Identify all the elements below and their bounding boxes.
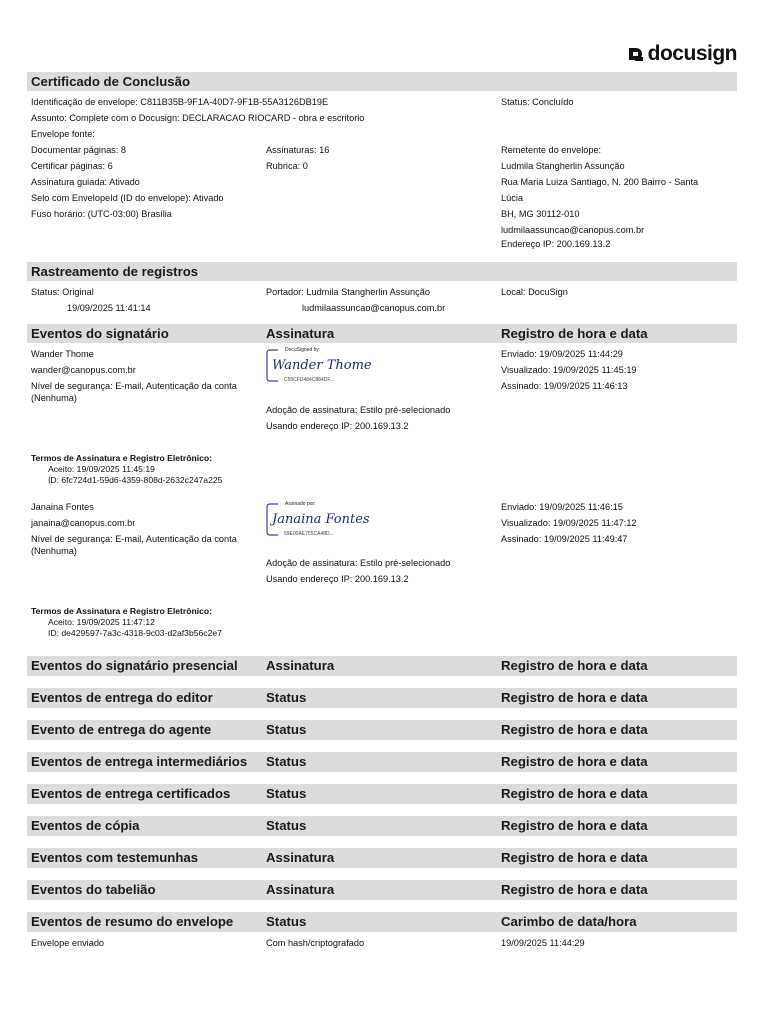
signature-label: DocuSigned by:: [285, 347, 321, 353]
tracking-header: [27, 262, 737, 281]
signature-id: 59E00AE755CA48D...: [284, 531, 334, 537]
summary-event: Envelope enviado: [31, 938, 105, 948]
sender-ip: Endereço IP: 200.169.13.2: [501, 239, 611, 249]
sent-timestamp: Enviado: 19/09/2025 11:44:29: [501, 349, 623, 359]
signer-security-level-detail: (Nenhuma): [31, 546, 77, 556]
certificate-header: [27, 72, 737, 91]
signer-email: wander@canopus.com.br: [31, 365, 136, 375]
signature-id: C55CFD484C884DF...: [284, 377, 335, 383]
tracking-title: Rastreamento de registros: [31, 264, 199, 279]
signature-label: Assinado por:: [285, 501, 316, 507]
event-section-col3: Registro de hora e data: [501, 690, 648, 705]
signature-adoption: Adoção de assinatura: Estilo pré-selecionado: [266, 558, 451, 568]
certificate-title: Certificado de Conclusão: [31, 74, 191, 89]
envelope-seal: Selo com EnvelopeId (ID do envelope): Ativado: [31, 193, 224, 203]
event-section-header: [27, 656, 737, 676]
event-section-title: Eventos de cópia: [31, 818, 140, 833]
event-section-header: [27, 880, 737, 900]
signature-ip: Usando endereço IP: 200.169.13.2: [266, 421, 409, 431]
event-section-header: [27, 848, 737, 868]
sender-address-line2: Lúcia: [501, 193, 523, 203]
signer-name: Wander Thome: [31, 349, 94, 359]
signed-timestamp: Assinado: 19/09/2025 11:46:13: [501, 381, 628, 391]
event-section-title: Eventos com testemunhas: [31, 850, 199, 865]
event-section-title: Evento de entrega do agente: [31, 722, 212, 737]
event-section-col2: Status: [266, 914, 307, 929]
terms-title: Termos de Assinatura e Registro Eletrônico:: [31, 453, 212, 463]
event-section-title: Eventos do tabelião: [31, 882, 156, 897]
terms-accepted: Aceito: 19/09/2025 11:47:12: [48, 617, 155, 627]
terms-id: ID: de429597-7a3c-4318-9c03-d2af3b56c2e7: [48, 628, 222, 638]
timezone: Fuso horário: (UTC-03:00) Brasília: [31, 209, 172, 219]
event-section-col3: Registro de hora e data: [501, 850, 648, 865]
event-section-col2: Status: [266, 722, 307, 737]
signer-security-level: Nível de segurança: E-mail, Autenticação da conta: [31, 534, 237, 544]
event-section-header: [27, 720, 737, 740]
signature-image: [266, 500, 370, 538]
event-section-col3: Registro de hora e data: [501, 754, 648, 769]
event-section-col3: Registro de hora e data: [501, 882, 648, 897]
signature-ip: Usando endereço IP: 200.169.13.2: [266, 574, 409, 584]
guided-signing: Assinatura guiada: Ativado: [31, 177, 140, 187]
event-section-col2: Status: [266, 690, 307, 705]
envelope-id: Identificação de envelope: C811B35B-9F1A-40D7-9F1B-55A3126DB19E: [31, 97, 329, 107]
signature-adoption: Adoção de assinatura: Estilo pré-selecionado: [266, 405, 451, 415]
docusign-mark-icon: [628, 46, 644, 62]
signer-events-title: Eventos do signatário: [31, 326, 169, 341]
event-section-col3: Registro de hora e data: [501, 658, 648, 673]
event-section-col2: Status: [266, 754, 307, 769]
event-section-col2: Status: [266, 786, 307, 801]
sent-timestamp: Enviado: 19/09/2025 11:46:15: [501, 502, 623, 512]
event-section-title: Eventos de entrega intermediários: [31, 754, 248, 769]
docusign-logo: [628, 41, 737, 67]
tracking-location: Local: DocuSign: [501, 287, 568, 297]
tracking-holder-email: ludmilaassuncao@canopus.com.br: [302, 303, 446, 313]
viewed-timestamp: Visualizado: 19/09/2025 11:45:19: [501, 365, 637, 375]
signature-name: Wander Thome: [272, 358, 372, 373]
sender-label: Remetente do envelope:: [501, 145, 602, 155]
sender-email: ludmilaassuncao@canopus.com.br: [501, 225, 645, 235]
tracking-holder: Portador: Ludmila Stangherlin Assunção: [266, 287, 430, 297]
terms-id: ID: 6fc724d1-59d6-4359-808d-2632c247a225: [48, 475, 223, 485]
signature-column-title: Assinatura: [266, 326, 335, 341]
sender-city: BH, MG 30112-010: [501, 209, 580, 219]
cert-pages: Certificar páginas: 6: [31, 161, 113, 171]
summary-status: Com hash/criptografado: [266, 938, 365, 948]
event-section-header: [27, 688, 737, 708]
event-section-header: [27, 752, 737, 772]
terms-title: Termos de Assinatura e Registro Eletrônico:: [31, 606, 212, 616]
event-section-title: Eventos de entrega certificados: [31, 786, 231, 801]
timestamp-column-title: Registro de hora e data: [501, 326, 648, 341]
envelope-status: Status: Concluído: [501, 97, 574, 107]
event-section-col3: Carimbo de data/hora: [501, 914, 637, 929]
signer-security-level-detail: (Nenhuma): [31, 393, 77, 403]
event-section-header: [27, 912, 737, 932]
envelope-source: Envelope fonte:: [31, 129, 95, 139]
sender-address-line1: Rua Maria Luiza Santiago, N. 200 Bairro - Santa: [501, 177, 699, 187]
event-section-title: Eventos de entrega do editor: [31, 690, 213, 705]
signature-name: Janaina Fontes: [272, 512, 370, 527]
event-section-col3: Registro de hora e data: [501, 818, 648, 833]
signer-events-header: [27, 324, 737, 343]
brand-name: docusign: [647, 42, 737, 65]
event-section-col2: Status: [266, 818, 307, 833]
sender-name: Ludmila Stangherlin Assunção: [501, 161, 625, 171]
summary-timestamp: 19/09/2025 11:44:29: [501, 938, 585, 948]
event-section-col3: Registro de hora e data: [501, 722, 648, 737]
signed-timestamp: Assinado: 19/09/2025 11:49:47: [501, 534, 628, 544]
signer-security-level: Nível de segurança: E-mail, Autenticação da conta: [31, 381, 237, 391]
event-section-header: [27, 816, 737, 836]
doc-pages: Documentar páginas: 8: [31, 145, 126, 155]
event-section-header: [27, 784, 737, 804]
event-section-title: Eventos do signatário presencial: [31, 658, 238, 673]
event-section-title: Eventos de resumo do envelope: [31, 914, 234, 929]
viewed-timestamp: Visualizado: 19/09/2025 11:47:12: [501, 518, 637, 528]
event-section-col2: Assinatura: [266, 658, 335, 673]
signature-count: Assinaturas: 16: [266, 145, 330, 155]
terms-accepted: Aceito: 19/09/2025 11:45:19: [48, 464, 155, 474]
signer-name: Janaina Fontes: [31, 502, 94, 512]
envelope-subject: Assunto: Complete com o Docusign: DECLARACAO RIOCARD - obra e escritorio: [31, 113, 365, 123]
event-section-col3: Registro de hora e data: [501, 786, 648, 801]
event-section-col2: Assinatura: [266, 882, 335, 897]
initials-count: Rubrica: 0: [266, 161, 308, 171]
tracking-status: Status: Original: [31, 287, 94, 297]
tracking-datetime: 19/09/2025 11:41:14: [67, 303, 151, 313]
signer-email: janaina@canopus.com.br: [31, 518, 136, 528]
signature-image: [266, 346, 372, 384]
event-section-col2: Assinatura: [266, 850, 335, 865]
